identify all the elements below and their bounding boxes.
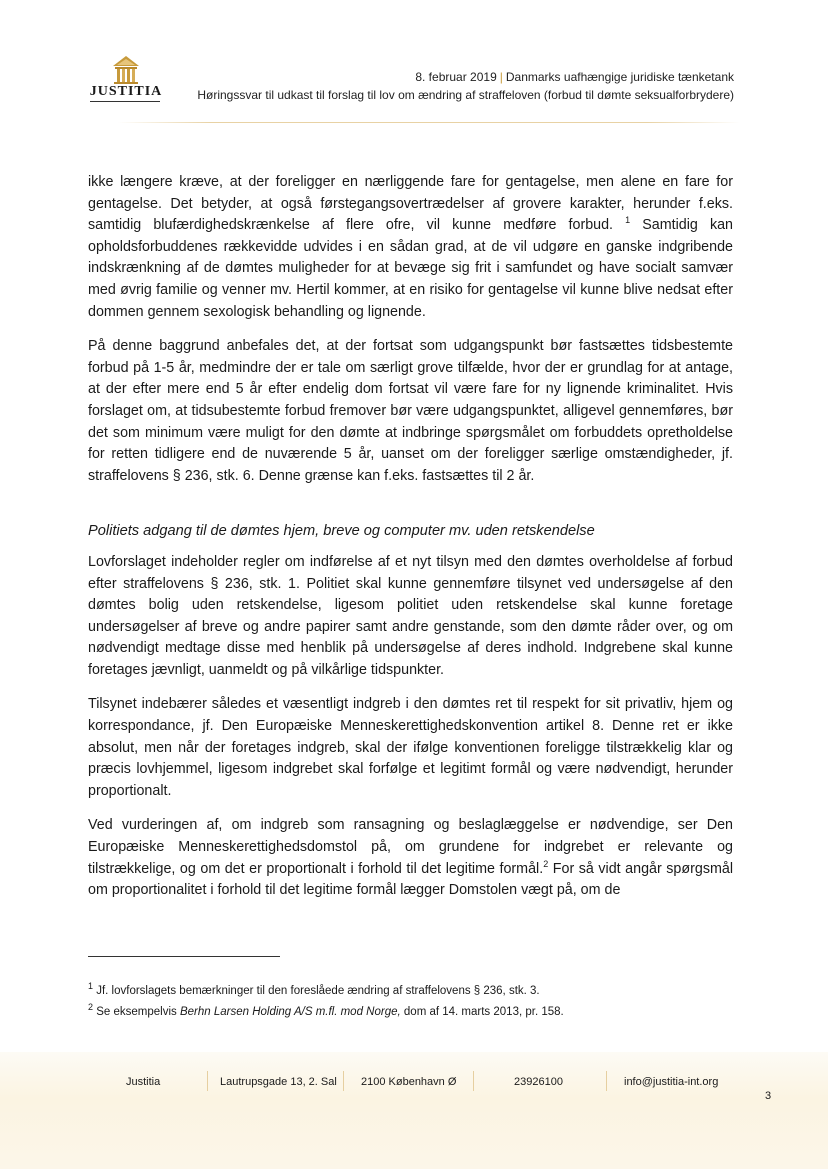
footer-separator: [343, 1071, 344, 1091]
logo-underline: [90, 101, 160, 102]
footer-separator: [606, 1071, 607, 1091]
footnote-ref-1[interactable]: 1: [625, 215, 631, 226]
paragraph-5: Ved vurderingen af, om indgreb som ransagning og beslaglæggelse er nødvendige, ser Den Europæiske Menneskerettighedsdomstol på, om grundene for indgrebet er relevante og tilstrækkelige, og om det er proportionalt i forhold til det legitime formål.$^2$ For så vidt angår spørgsmål om proportionalitet i forhold til det legitime formål lægger Domstolen vægt på, om de: [88, 817, 734, 899]
pillar-logo-icon: [86, 54, 166, 86]
footnote-2: $^2$ Se eksempelvis Berhn Larsen Holding A/S m.fl. mod Norge, dom af 14. marts 2013, pr. 158.: [88, 1002, 564, 1018]
footer-email[interactable]: info@justitia-int.org: [624, 1076, 719, 1088]
footnote-ref-2[interactable]: 2: [543, 858, 549, 869]
footer-name: Justitia: [126, 1076, 161, 1088]
paragraph-4: Tilsynet indebærer således et væsentligt indgreb i den dømtes ret til respekt for sit privatliv, hjem og korrespondance, jf. Den Europæiske Menneskerettighedskonvention artikel 8. Denne ret er ikke absolut, men når der foretages indgreb, skal der ifølge konventionen foreligge tilstrækkelig klar og præcis lovhjemmel, ligesom indgrebet skal forfølge et legitimt formål og være nødvendigt, herunder proportionalt.: [88, 696, 733, 799]
document-body: [88, 172, 733, 915]
case-name: Berhn Larsen Holding A/S m.fl. mod Norge,: [179, 1006, 401, 1018]
page-footer: [0, 1052, 828, 1169]
footnote-1: $^1$ Jf. lovforslagets bemærkninger til den foreslåede ændring af straffelovens § 236, stk. 3.: [88, 981, 540, 997]
footer-separator: [473, 1071, 474, 1091]
header-divider: [118, 122, 740, 123]
header-date: 8. februar 2019: [415, 70, 497, 84]
footer-city: 2100 København Ø: [361, 1076, 457, 1088]
header-line-1: [197, 68, 734, 86]
footnote-divider: [88, 956, 280, 957]
section-heading: Politiets adgang til de dømtes hjem, breve og computer mv. uden retskendelse: [88, 523, 595, 540]
footer-phone: 23926100: [514, 1076, 563, 1088]
footnotes: [88, 981, 733, 1023]
justitia-logo: [86, 54, 166, 102]
header-separator: |: [499, 70, 503, 84]
paragraph-1: ikke længere kræve, at der foreligger en nærliggende fare for gentagelse, men alene en fare for gentagelse. Det betyder, at også førstegangsovertrædelser af grovere karakter, herunder f.eks. samtidig blufærdighedskrænkelse af flere ofre, vil kunne medføre forbud. $^1$ Samtidig kan opholdsforbuddenes rækkevidde udvides i en sådan grad, at de vil udgøre en ganske indgribende indskrænkning af de dømtes muligheder for at bevæge sig frit i samfundet og have socialt samvær med øvrig familie og venner mv. Hertil kommer, at en risiko for gentagelse vil kunne blive nedsat efter dommen gennem sexologisk behandling og lignende.: [88, 174, 733, 320]
page-number: 3: [765, 1090, 772, 1102]
header-org: Danmarks uafhængige juridiske tænketank: [505, 70, 734, 84]
paragraph-3: Lovforslaget indeholder regler om indførelse af et nyt tilsyn med den dømtes overholdelse af forbud efter straffelovens § 236, stk. 1. Politiet skal kunne gennemføre tilsynet ved undersøgelse af den dømtes bolig uden retskendelse, ligesom politiet uden retskendelse skal kunne foretage undersøgelser af breve og andre papirer samt andre genstande, som den dømte råder over, og om nødvendigt medtage disse med henblik på undersøgelse af deres indhold. Indgrebene skal kunne foretages jævnligt, uanmeldt og på vilkårlige tidspunkter.: [88, 553, 733, 678]
page-header: [197, 68, 734, 104]
header-subtitle: Høringssvar til udkast til forslag til lov om ændring af straffeloven (forbud til dømte seksualforbrydere): [197, 88, 734, 102]
logo-text: JUSTITIA: [89, 84, 163, 99]
paragraph-2: På denne baggrund anbefales det, at der fortsat som udgangspunkt bør fastsættes tidsbestemte forbud på 1-5 år, medmindre der er tale om særligt grove tilfælde, hvor der er grundlag for at antage, at der efter mere end 5 år efter endelig dom fortsat vil være fare for ny lignende kriminalitet. Hvis forslaget om, at tidsubestemte forbud fremover bør være udgangspunktet, alligevel gennemføres, bør det som minimum være muligt for den dømte at indbringe spørgsmålet om forbuddets opretholdelse for retten tidligere end de nuværende 5 år, uanset om der foreligger særlige omstændigheder, jf. straffelovens § 236, stk. 6. Denne grænse kan f.eks. fastsættes til 2 år.: [88, 338, 733, 484]
footer-address: Lautrupsgade 13, 2. Sal: [220, 1076, 337, 1088]
footer-separator: [207, 1071, 208, 1091]
